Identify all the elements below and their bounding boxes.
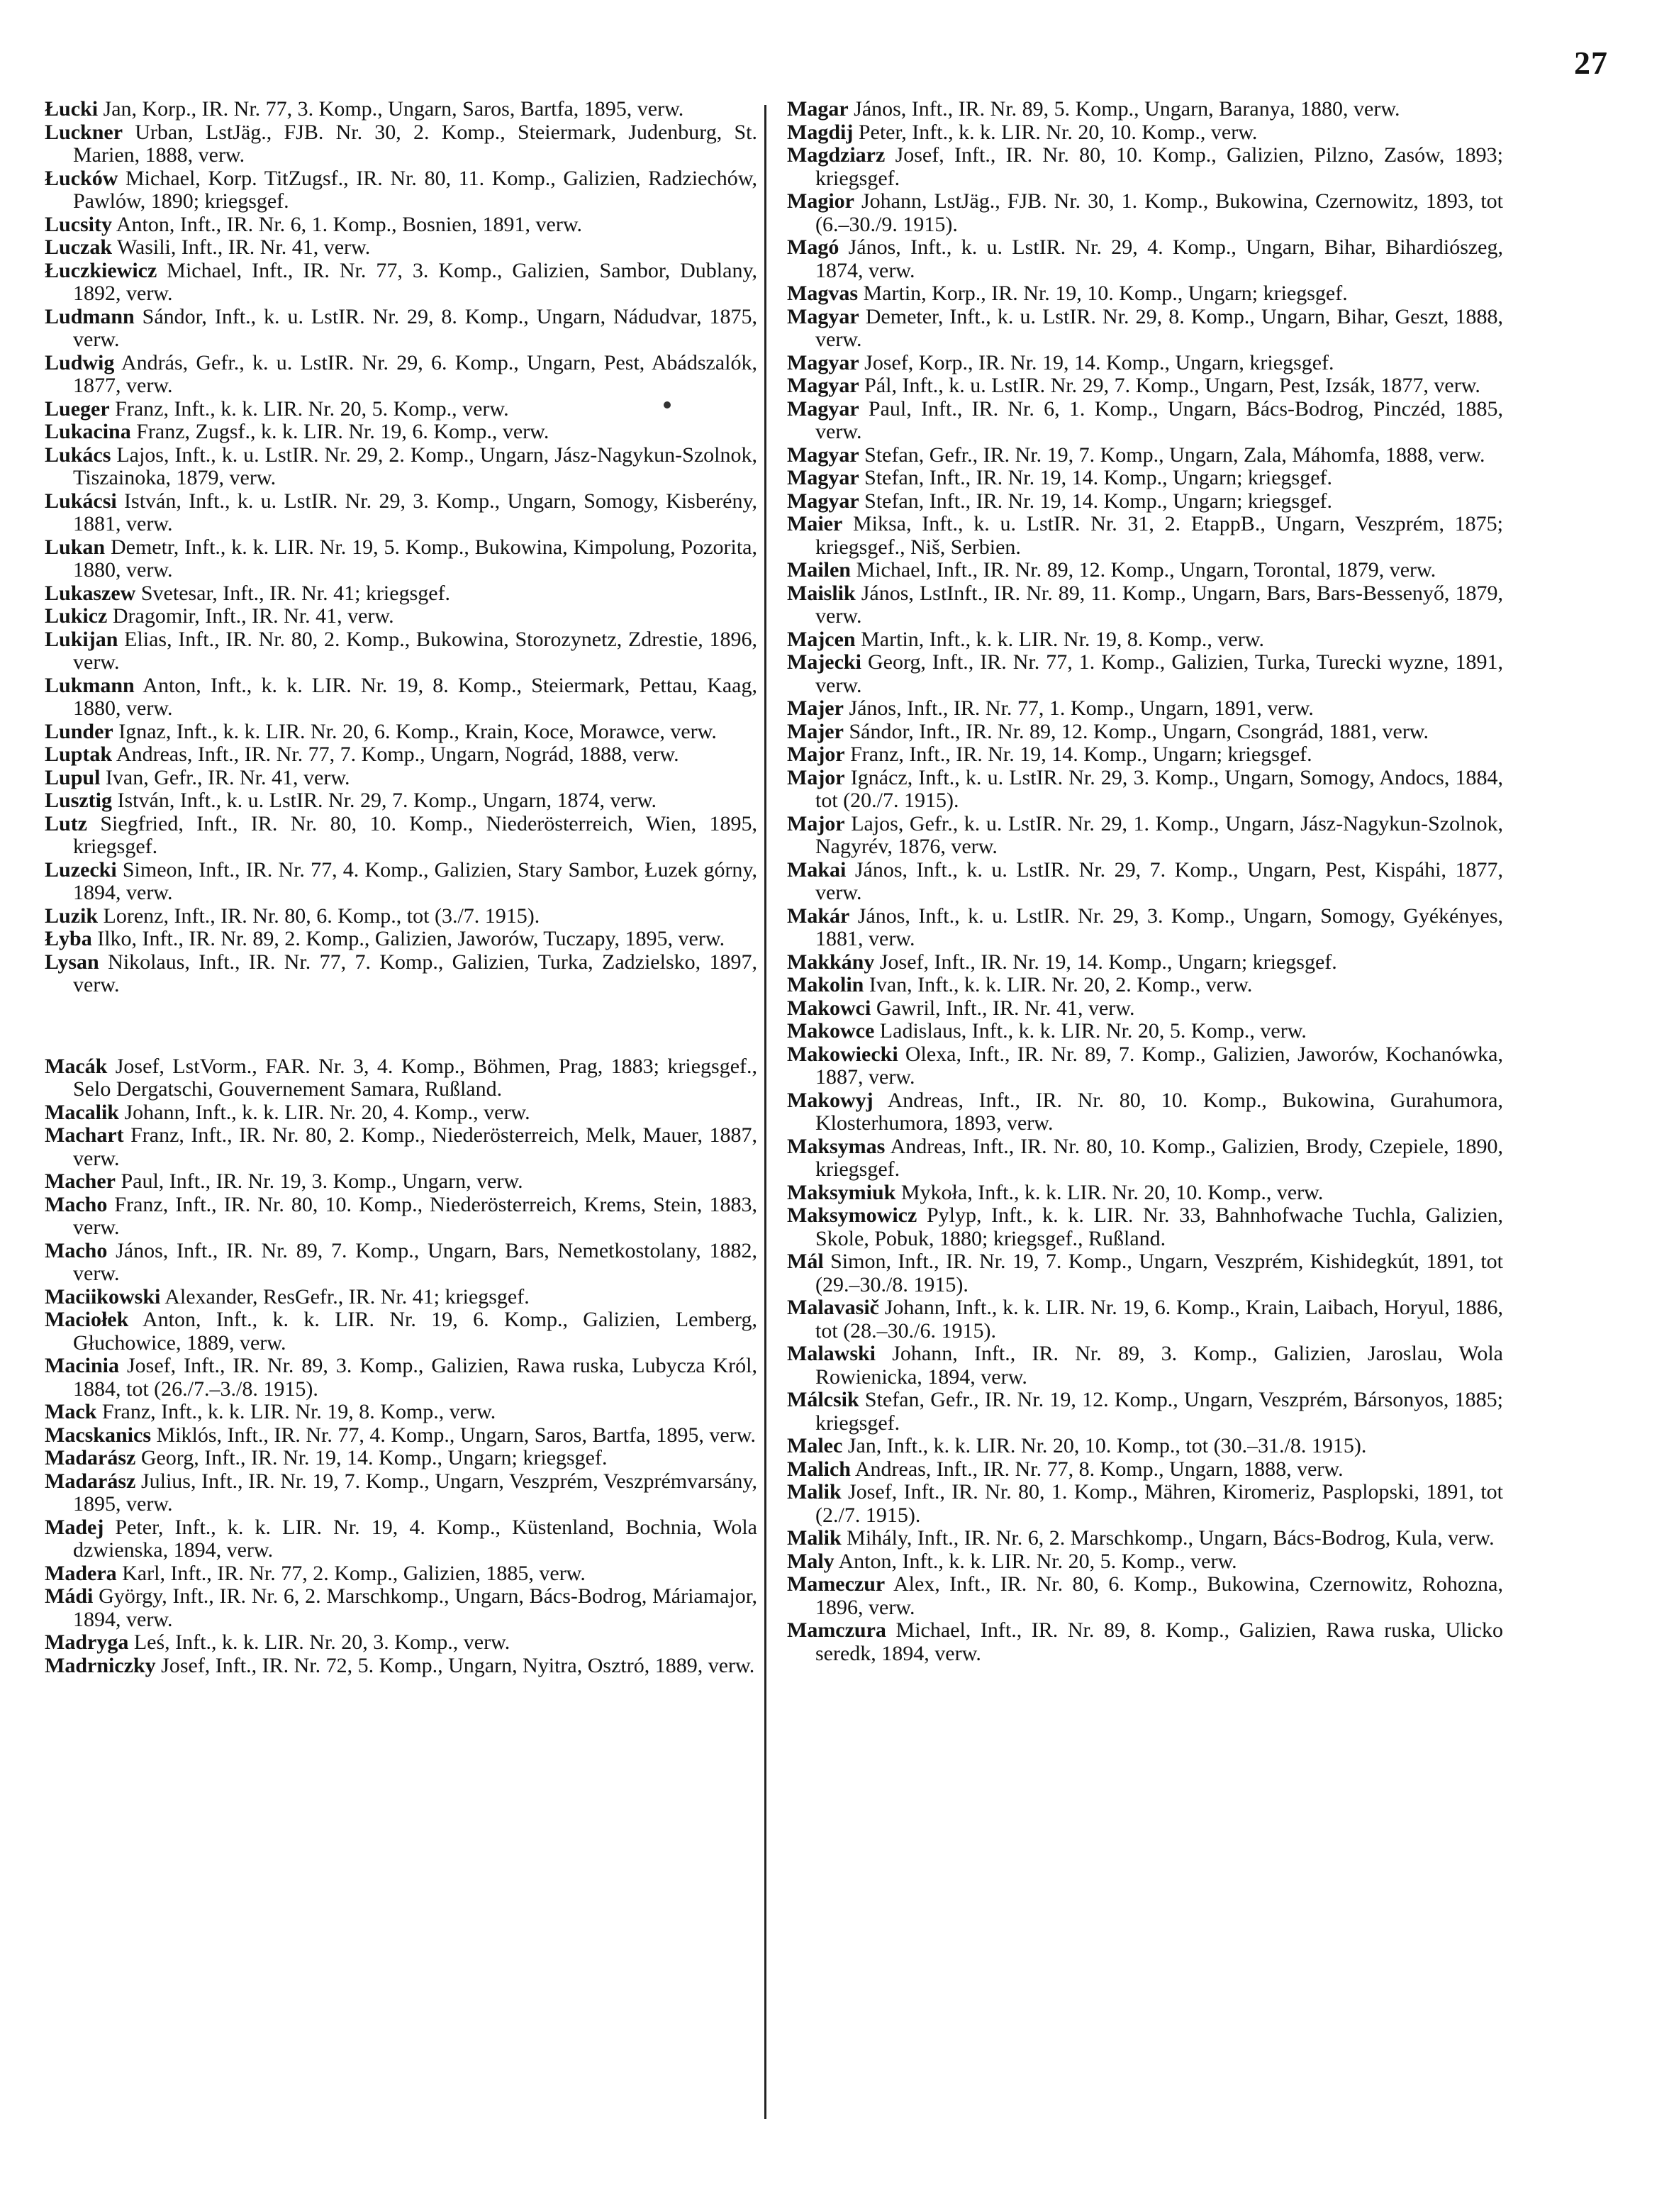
right-column [787,98,1503,1665]
entry-details: János, Inft., k. u. LstIR. Nr. 29, 4. Komp., Ungarn, Bihar, Bihardiószeg, 1874, verw. [815,235,1503,282]
entry-details: Martin, Inft., k. k. LIR. Nr. 19, 8. Komp., verw. [855,627,1264,651]
list-entry [45,536,757,582]
list-entry [787,144,1503,190]
list-entry [787,1296,1503,1343]
entry-surname: Lunder [45,719,113,743]
list-entry [45,398,757,421]
entry-surname: Mádi [45,1584,94,1608]
entry-details: Georg, Inft., IR. Nr. 19, 14. Komp., Ungarn; kriegsgef. [135,1446,608,1469]
entry-surname: Makowyj [787,1088,873,1112]
list-entry [45,605,757,628]
entry-details: Stefan, Inft., IR. Nr. 19, 14. Komp., Ungarn; kriegsgef. [859,489,1333,513]
list-entry [787,190,1503,236]
list-entry [787,352,1503,375]
list-entry [45,167,757,213]
list-entry [45,1470,757,1516]
list-entry [45,1516,757,1562]
entry-details: Miklós, Inft., IR. Nr. 77, 4. Komp., Ungarn, Saros, Bartfa, 1895, verw. [151,1423,756,1447]
entry-details: Gawril, Inft., IR. Nr. 41, verw. [871,996,1135,1020]
entry-details: Ignaz, Inft., k. k. LIR. Nr. 20, 6. Komp., Krain, Koce, Morawce, verw. [113,719,717,743]
entry-surname: Luczak [45,235,113,259]
entry-details: Sándor, Inft., k. u. LstIR. Nr. 29, 8. Komp., Ungarn, Nádudvar, 1875, verw. [73,304,757,351]
entry-surname: Macinia [45,1354,119,1377]
entry-surname: Macák [45,1054,108,1078]
section-gap [45,997,757,1055]
entry-details: István, Inft., k. u. LstIR. Nr. 29, 7. Komp., Ungarn, 1874, verw. [112,789,657,812]
entry-details: Franz, Inft., IR. Nr. 19, 14. Komp., Ungarn; kriegsgef. [844,743,1312,766]
entry-details: Ladislaus, Inft., k. k. LIR. Nr. 20, 5. Komp., verw. [874,1019,1307,1043]
entry-surname: Makai [787,857,847,882]
entry-surname: Mamczura [787,1618,886,1642]
entry-surname: Majcen [787,627,856,651]
entry-details: Peter, Inft., k. k. LIR. Nr. 19, 4. Komp., Küstenland, Bochnia, Wola dzwienska, 1894, verw. [73,1515,757,1562]
entry-surname: Major [787,811,845,835]
entry-details: Leś, Inft., k. k. LIR. Nr. 20, 3. Komp., verw. [128,1630,510,1654]
entry-details: Mihály, Inft., IR. Nr. 6, 2. Marschkomp., Ungarn, Bács-Bodrog, Kula, verw. [841,1526,1495,1550]
entry-details: Josef, Inft., IR. Nr. 19, 14. Komp., Ungarn; kriegsgef. [874,950,1337,974]
list-entry [45,1055,757,1101]
entry-surname: Lukaszew [45,581,136,605]
list-entry [787,767,1503,813]
list-entry [45,1424,757,1447]
entry-surname: Magyar [787,466,859,489]
list-entry [45,1194,757,1240]
list-entry [45,1240,757,1286]
entry-details: Ivan, Gefr., IR. Nr. 41, verw. [100,765,350,789]
entry-details: Svetesar, Inft., IR. Nr. 41; kriegsgef. [135,581,451,605]
list-entry [787,905,1503,951]
entry-surname: Lukicz [45,604,108,628]
list-entry [45,1631,757,1655]
entry-details: Paul, Inft., IR. Nr. 19, 3. Komp., Ungarn, verw. [115,1169,523,1193]
entry-surname: Magior [787,189,854,213]
entry-details: Anton, Inft., k. k. LIR. Nr. 19, 6. Komp., Galizien, Lemberg, Głuchowice, 1889, verw. [73,1308,757,1355]
entry-surname: Macho [45,1192,108,1216]
list-entry [787,697,1503,721]
list-entry [787,859,1503,905]
entry-surname: Málcsik [787,1388,859,1411]
entry-surname: Magyar [787,374,859,397]
entry-surname: Mailen [787,558,851,582]
entry-surname: Magó [787,235,839,259]
entry-surname: Major [787,765,845,789]
entry-details: Sándor, Inft., IR. Nr. 89, 12. Komp., Ungarn, Csongrád, 1881, verw. [843,719,1429,743]
entry-details: Elias, Inft., IR. Nr. 80, 2. Komp., Bukowina, Storozynetz, Zdrestie, 1896, verw. [73,627,757,674]
entry-details: Franz, Inft., k. k. LIR. Nr. 20, 5. Komp., verw. [109,396,509,421]
list-entry [787,1020,1503,1043]
list-entry [45,1286,757,1309]
entry-details: Karl, Inft., IR. Nr. 77, 2. Komp., Galizien, 1885, verw. [116,1561,586,1585]
list-entry [45,260,757,306]
entry-details: Josef, LstVorm., FAR. Nr. 3, 4. Komp., Böhmen, Prag, 1883; kriegsgef., Selo Dergatschi, Gouvernement Samara, Rußland. [73,1054,757,1101]
list-entry [787,1250,1503,1296]
list-entry [787,1204,1503,1250]
list-entry [45,1401,757,1424]
list-entry [787,398,1503,444]
list-entry [45,1170,757,1194]
list-entry [45,1355,757,1401]
list-entry [787,121,1503,145]
entry-surname: Maly [787,1549,834,1573]
entry-details: János, Inft., IR. Nr. 89, 7. Komp., Ungarn, Bars, Nemetkostolany, 1882, verw. [73,1238,757,1285]
entry-surname: Maier [787,512,843,535]
entry-details: János, Inft., k. u. LstIR. Nr. 29, 3. Komp., Ungarn, Somogy, Gyékényes, 1881, verw. [815,904,1503,950]
list-entry [45,421,757,444]
entry-details: Stefan, Inft., IR. Nr. 19, 14. Komp., Ungarn; kriegsgef. [859,466,1333,489]
entry-details: Josef, Korp., IR. Nr. 19, 14. Komp., Ungarn, kriegsgef. [859,350,1334,374]
entry-details: Franz, Zugsf., k. k. LIR. Nr. 19, 6. Komp., verw. [130,420,549,443]
entry-surname: Maksymas [787,1134,886,1158]
list-entry [45,628,757,674]
entry-details: Peter, Inft., k. k. LIR. Nr. 20, 10. Komp., verw. [853,120,1258,144]
entry-surname: Magyar [787,304,859,328]
list-entry [787,1135,1503,1182]
entry-surname: Magyar [787,489,859,513]
entry-details: Olexa, Inft., IR. Nr. 89, 7. Komp., Galizien, Jaworów, Kochanówka, 1887, verw. [815,1042,1503,1089]
entry-surname: Łucki [45,97,99,121]
entry-surname: Maksymiuk [787,1180,896,1204]
entry-details: István, Inft., k. u. LstIR. Nr. 29, 3. Komp., Ungarn, Somogy, Kisberény, 1881, verw. [73,489,757,535]
entry-details: Franz, Inft., k. k. LIR. Nr. 19, 8. Komp., verw. [96,1400,496,1423]
entry-details: Anton, Inft., IR. Nr. 6, 1. Komp., Bosnien, 1891, verw. [112,212,583,236]
list-entry [45,743,757,767]
list-entry [787,628,1503,652]
entry-surname: Makowiecki [787,1042,898,1066]
entry-details: Ilko, Inft., IR. Nr. 89, 2. Komp., Galizien, Jaworów, Tuczapy, 1895, verw. [91,927,725,950]
entry-details: Ignácz, Inft., k. u. LstIR. Nr. 29, 3. Komp., Ungarn, Somogy, Andocs, 1884, tot (20./7. 1915). [815,765,1503,812]
entry-details: Andreas, Inft., IR. Nr. 77, 8. Komp., Ungarn, 1888, verw. [851,1457,1344,1481]
entry-details: Michael, Inft., IR. Nr. 89, 8. Komp., Galizien, Rawa ruska, Ulicko seredk, 1894, verw. [815,1618,1503,1665]
entry-details: Franz, Inft., IR. Nr. 80, 2. Komp., Niederösterreich, Melk, Mauer, 1887, verw. [73,1123,757,1170]
page-number: 27 [1574,45,1608,81]
list-entry [787,1089,1503,1135]
list-entry [45,213,757,237]
entry-details: Alex, Inft., IR. Nr. 80, 6. Komp., Bukowina, Czernowitz, Rohozna, 1896, verw. [815,1572,1503,1619]
entry-surname: Malawski [787,1342,876,1365]
entry-surname: Łucków [45,166,118,190]
entry-details: György, Inft., IR. Nr. 6, 2. Marschkomp., Ungarn, Bács-Bodrog, Máriamajor, 1894, verw. [73,1584,757,1631]
entry-surname: Madryga [45,1630,129,1654]
ink-speck [664,401,671,409]
entry-details: Andreas, Inft., IR. Nr. 77, 7. Komp., Ungarn, Nográd, 1888, verw. [112,743,679,766]
list-entry [787,1550,1503,1574]
entry-details: Lajos, Gefr., k. u. LstIR. Nr. 29, 1. Komp., Ungarn, Jász-Nagykun-Szolnok, Nagyrév, 1876, verw. [815,811,1503,858]
entry-surname: Magyar [787,396,859,421]
entry-surname: Maksymowicz [787,1204,917,1227]
entry-details: Demetr, Inft., k. k. LIR. Nr. 19, 5. Komp., Bukowina, Kimpolung, Pozorita, 1880, verw. [73,535,757,582]
entry-surname: Malec [787,1434,843,1457]
entry-surname: Makowci [787,996,871,1020]
entry-details: János, Inft., IR. Nr. 89, 5. Komp., Ungarn, Baranya, 1880, verw. [848,97,1400,121]
entry-details: Julius, Inft., IR. Nr. 19, 7. Komp., Ungarn, Veszprém, Veszprémvarsány, 1895, verw. [73,1469,757,1516]
entry-details: János, Inft., k. u. LstIR. Nr. 29, 7. Komp., Ungarn, Pest, Kispáhi, 1877, verw. [815,857,1503,904]
entry-surname: Magvas [787,282,858,305]
entry-surname: Malich [787,1457,851,1481]
entry-details: Simeon, Inft., IR. Nr. 77, 4. Komp., Galizien, Stary Sambor, Łuzek górny, 1894, verw. [73,857,757,904]
list-entry [45,352,757,398]
left-entries-m-section [45,1055,757,1678]
entry-surname: Lukács [45,443,111,467]
entry-surname: Madrniczky [45,1653,156,1677]
entry-surname: Mack [45,1400,97,1423]
list-entry [45,1101,757,1125]
list-entry [787,1435,1503,1458]
entry-details: Pál, Inft., k. u. LstIR. Nr. 29, 7. Komp., Ungarn, Pest, Izsák, 1877, verw. [859,374,1480,397]
list-entry [787,1389,1503,1435]
entry-details: Demeter, Inft., k. u. LstIR. Nr. 29, 8. Komp., Ungarn, Bihar, Geszt, 1888, verw. [815,304,1503,351]
entry-details: Johann, Inft., IR. Nr. 89, 3. Komp., Galizien, Jaroslau, Wola Rowienicka, 1894, verw. [815,1342,1503,1389]
entry-surname: Malavasič [787,1296,879,1319]
entry-surname: Majer [787,719,844,743]
list-entry [45,1308,757,1355]
right-entries [787,98,1503,1665]
entry-surname: Luckner [45,120,123,144]
list-entry [787,467,1503,490]
entry-details: Michael, Inft., IR. Nr. 77, 3. Komp., Galizien, Sambor, Dublany, 1892, verw. [73,258,757,305]
list-entry [45,789,757,813]
list-entry [45,674,757,721]
entry-details: Anton, Inft., k. k. LIR. Nr. 19, 8. Komp., Steiermark, Pettau, Kaag, 1880, verw. [73,673,757,720]
entry-surname: Major [787,743,845,766]
entry-details: Michael, Inft., IR. Nr. 89, 12. Komp., Ungarn, Torontal, 1879, verw. [851,558,1436,582]
entry-details: Dragomir, Inft., IR. Nr. 41, verw. [107,604,394,628]
entry-surname: Magar [787,97,849,121]
entry-surname: Lueger [45,396,110,421]
entry-details: Josef, Inft., IR. Nr. 80, 1. Komp., Mähren, Kiromeriz, Pasplopski, 1891, tot (2./7. 1915). [815,1480,1503,1527]
entry-surname: Makowce [787,1019,875,1043]
entry-details: János, LstInft., IR. Nr. 89, 11. Komp., Ungarn, Bars, Bars-Bessenyő, 1879, verw. [815,581,1503,628]
left-column [45,98,757,1677]
list-entry [787,282,1503,306]
list-entry [787,236,1503,282]
entry-details: Ivan, Inft., k. k. LIR. Nr. 20, 2. Komp., verw. [864,973,1253,996]
list-entry [45,121,757,167]
entry-surname: Luzecki [45,857,117,882]
list-entry [45,1655,757,1678]
entry-surname: Makár [787,904,850,928]
list-entry [45,1124,757,1170]
list-entry [787,444,1503,467]
list-entry [45,98,757,121]
list-entry [45,1585,757,1631]
list-entry [787,1043,1503,1089]
entry-details: Martin, Korp., IR. Nr. 19, 10. Komp., Ungarn; kriegsgef. [858,282,1348,305]
entry-surname: Makolin [787,973,864,996]
entry-surname: Lukmann [45,673,135,697]
entry-details: Paul, Inft., IR. Nr. 6, 1. Komp., Ungarn, Bács-Bodrog, Pinczéd, 1885, verw. [815,396,1503,443]
column-divider [764,105,766,2119]
entry-details: Johann, Inft., k. k. LIR. Nr. 19, 6. Komp., Krain, Laibach, Horyul, 1886, tot (28.–30./6. 1915). [815,1296,1503,1343]
entry-surname: Łuczkiewicz [45,258,157,282]
entry-surname: Mál [787,1250,824,1273]
entry-details: András, Gefr., k. u. LstIR. Nr. 29, 6. Komp., Ungarn, Pest, Abádszalók, 1877, verw. [73,350,757,397]
entry-surname: Lukijan [45,627,118,651]
entry-surname: Madarász [45,1469,136,1493]
entry-surname: Majecki [787,650,861,674]
entry-details: Simon, Inft., IR. Nr. 19, 7. Komp., Ungarn, Veszprém, Kishidegkút, 1891, tot (29.–30./8. 1915). [815,1250,1503,1296]
list-entry [787,1619,1503,1665]
entry-details: Pylyp, Inft., k. k. LIR. Nr. 33, Bahnhofwache Tuchla, Galizien, Skole, Pobuk, 1880; kriegsgef., Rußland. [815,1204,1503,1250]
entry-surname: Magdziarz [787,143,886,167]
entry-surname: Lysan [45,950,99,974]
entry-details: Andreas, Inft., IR. Nr. 80, 10. Komp., Galizien, Brody, Czepiele, 1890, kriegsgef. [815,1134,1503,1181]
list-entry [787,1458,1503,1482]
entry-details: Franz, Inft., IR. Nr. 80, 10. Komp., Niederösterreich, Krems, Stein, 1883, verw. [73,1192,757,1239]
entry-details: Georg, Inft., IR. Nr. 77, 1. Komp., Galizien, Turka, Turecki wyzne, 1891, verw. [815,650,1503,697]
list-entry [45,905,757,928]
entry-surname: Łyba [45,927,92,950]
list-entry [45,306,757,352]
entry-surname: Maislik [787,581,856,605]
entry-details: Josef, Inft., IR. Nr. 72, 5. Komp., Ungarn, Nyitra, Osztró, 1889, verw. [155,1653,755,1677]
list-entry [787,513,1503,559]
list-entry [787,721,1503,744]
entry-surname: Magyar [787,443,859,467]
list-entry [787,743,1503,767]
list-entry [787,98,1503,121]
entry-details: Alexander, ResGefr., IR. Nr. 41; kriegsgef. [160,1284,530,1308]
entry-details: Josef, Inft., IR. Nr. 80, 10. Komp., Galizien, Pilzno, Zasów, 1893; kriegsgef. [815,143,1503,190]
list-entry [45,1447,757,1470]
list-entry [45,444,757,490]
entry-details: Michael, Korp. TitZugsf., IR. Nr. 80, 11. Komp., Galizien, Radziechów, Pawlów, 1890; kriegsgef. [73,166,757,213]
list-entry [45,1562,757,1586]
list-entry [45,721,757,744]
entry-surname: Lucsity [45,212,113,236]
entry-surname: Luzik [45,904,99,928]
entry-details: Urban, LstJäg., FJB. Nr. 30, 2. Komp., Steiermark, Judenburg, St. Marien, 1888, verw. [73,120,757,167]
entry-details: Lajos, Inft., k. u. LstIR. Nr. 29, 2. Komp., Ungarn, Jász-Nagykun-Szolnok, Tiszainoka, 1879, verw. [73,443,757,489]
list-entry [787,1182,1503,1205]
entry-details: Anton, Inft., k. k. LIR. Nr. 20, 5. Komp., verw. [834,1549,1237,1573]
list-entry [787,997,1503,1021]
left-entries-l-section [45,98,757,997]
entry-details: Wasili, Inft., IR. Nr. 41, verw. [112,235,371,259]
entry-surname: Ludmann [45,304,135,328]
list-entry [45,813,757,859]
entry-details: Siegfried, Inft., IR. Nr. 80, 10. Komp., Niederösterreich, Wien, 1895, kriegsgef. [73,811,757,858]
entry-surname: Macalik [45,1100,119,1124]
list-entry [45,236,757,260]
entry-details: Nikolaus, Inft., IR. Nr. 77, 7. Komp., Galizien, Turka, Zadzielsko, 1897, verw. [73,950,757,996]
list-entry [787,1527,1503,1550]
list-entry [787,813,1503,859]
entry-surname: Macher [45,1169,116,1193]
entry-surname: Lusztig [45,789,113,812]
list-entry [45,490,757,536]
entry-details: Lorenz, Inft., IR. Nr. 80, 6. Komp., tot (3./7. 1915). [98,904,540,928]
entry-surname: Madera [45,1561,117,1585]
list-entry [787,651,1503,697]
entry-details: Stefan, Gefr., IR. Nr. 19, 12. Komp., Ungarn, Veszprém, Bársonyos, 1885; kriegsgef. [815,1388,1503,1435]
entry-surname: Magdij [787,120,854,144]
list-entry [787,559,1503,582]
entry-surname: Makkány [787,950,875,974]
entry-surname: Macskanics [45,1423,151,1447]
entry-surname: Madej [45,1515,104,1539]
entry-details: Jan, Inft., k. k. LIR. Nr. 20, 10. Komp., tot (30.–31./8. 1915). [842,1434,1367,1457]
entry-surname: Luptak [45,743,113,766]
entry-surname: Madarász [45,1446,136,1469]
list-entry [45,951,757,997]
list-entry [787,306,1503,352]
entry-details: Josef, Inft., IR. Nr. 89, 3. Komp., Galizien, Rawa ruska, Lubycza Król, 1884, tot (26./7.–3./8. 1915). [73,1354,757,1401]
entry-surname: Machart [45,1123,124,1147]
list-entry [787,1573,1503,1619]
entry-surname: Maciołek [45,1308,129,1331]
entry-surname: Lukan [45,535,106,559]
entry-details: Jan, Korp., IR. Nr. 77, 3. Komp., Ungarn, Saros, Bartfa, 1895, verw. [98,97,684,121]
entry-surname: Malik [787,1480,842,1504]
entry-surname: Malik [787,1526,842,1550]
list-entry [787,1481,1503,1527]
entry-surname: Lupul [45,765,101,789]
entry-surname: Macho [45,1238,108,1262]
entry-details: János, Inft., IR. Nr. 77, 1. Komp., Ungarn, 1891, verw. [843,696,1314,720]
list-entry [787,951,1503,974]
list-entry [787,490,1503,513]
entry-surname: Magyar [787,350,859,374]
entry-details: Johann, LstJäg., FJB. Nr. 30, 1. Komp., Bukowina, Czernowitz, 1893, tot (6.–30./9. 1915). [815,189,1503,236]
entry-surname: Ludwig [45,350,115,374]
list-entry [45,928,757,951]
entry-details: Stefan, Gefr., IR. Nr. 19, 7. Komp., Ungarn, Zala, Máhomfa, 1888, verw. [859,443,1485,467]
list-entry [45,582,757,606]
list-entry [787,374,1503,398]
entry-details: Johann, Inft., k. k. LIR. Nr. 20, 4. Komp., verw. [119,1100,530,1124]
entry-surname: Lukacina [45,420,131,443]
entry-surname: Majer [787,696,844,720]
list-entry [787,1343,1503,1389]
entry-surname: Lukácsi [45,489,117,513]
entry-surname: Lutz [45,811,87,835]
entry-details: Andreas, Inft., IR. Nr. 80, 10. Komp., Bukowina, Gurahumora, Klosterhumora, 1893, verw. [815,1088,1503,1135]
entry-details: Miksa, Inft., k. u. LstIR. Nr. 31, 2. EtappB., Ungarn, Veszprém, 1875; kriegsgef., Niš, Serbien. [815,512,1503,559]
entry-surname: Maciikowski [45,1284,161,1308]
list-entry [787,582,1503,628]
list-entry [787,974,1503,997]
entry-surname: Mameczur [787,1572,886,1596]
entry-details: Mykoła, Inft., k. k. LIR. Nr. 20, 10. Komp., verw. [895,1180,1324,1204]
list-entry [45,767,757,790]
list-entry [45,859,757,905]
